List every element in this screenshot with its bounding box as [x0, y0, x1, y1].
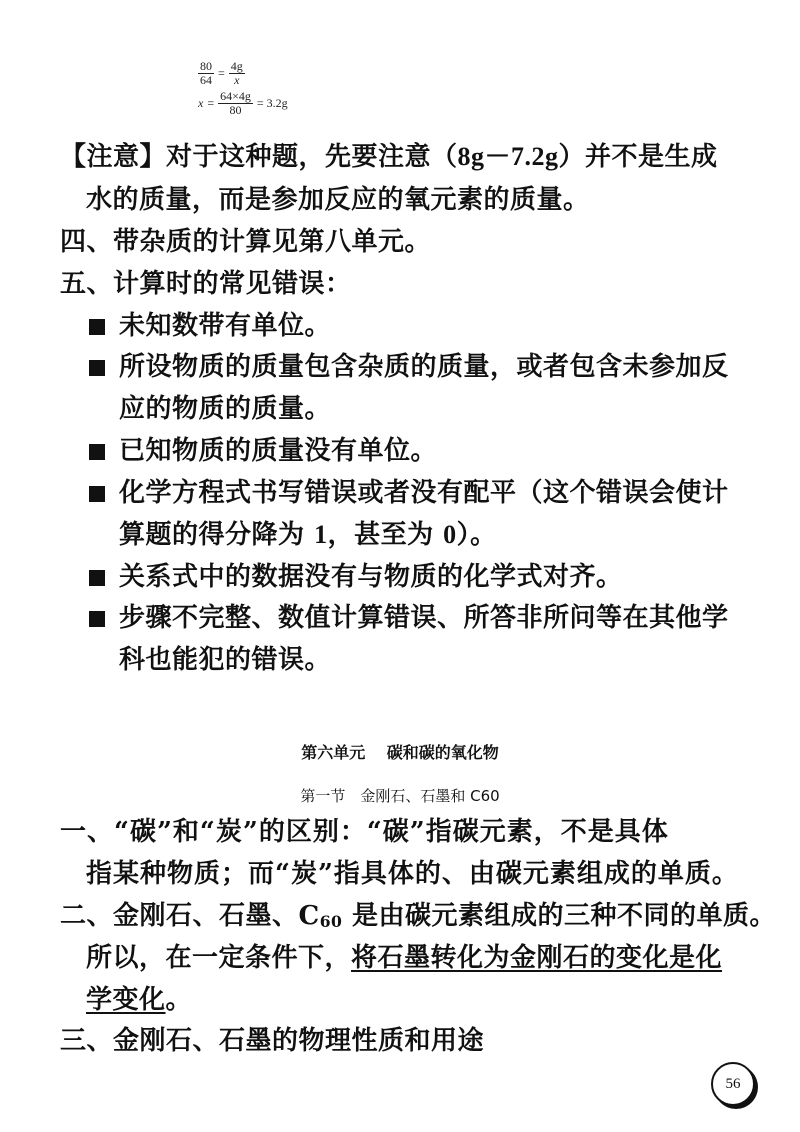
square-bullet-icon — [89, 570, 105, 586]
underlined-text: 学变化 — [86, 985, 166, 1015]
error-text: ，甚至为 — [327, 520, 444, 550]
formula-row-2 — [198, 88, 292, 118]
page-number-badge: 56 — [711, 1062, 755, 1106]
note-line-1 — [60, 140, 800, 174]
error-item — [89, 350, 800, 384]
section-5-heading: 五、计算时的常见错误： — [60, 269, 352, 299]
denominator: x — [234, 72, 240, 87]
error-item — [89, 601, 800, 635]
score-value: 1 — [314, 520, 328, 549]
paragraph-2-line-3 — [86, 983, 800, 1017]
note-line-2: 水的质量，而是参加反应的氧元素的质量。 — [86, 185, 590, 215]
variable: x — [198, 95, 204, 110]
formula-row-1 — [198, 58, 292, 88]
error-text: 已知物质的质量没有单位。 — [119, 436, 438, 466]
formula-block — [198, 58, 292, 118]
note-value: 8g－7.2g — [457, 142, 559, 171]
error-text: 关系式中的数据没有与物质的化学式对齐。 — [119, 562, 623, 592]
paragraph-text: 。 — [165, 985, 193, 1015]
numerator: 80 — [200, 58, 212, 73]
section-title: 第一节 金刚石、石墨和 C60 — [300, 787, 500, 805]
paragraph-1-line-2: 指某种物质；而“炭”指具体的、由碳元素组成的单质。 — [86, 859, 739, 889]
denominator: 64 — [200, 72, 212, 87]
paragraph-2-line-2 — [86, 941, 800, 975]
error-item — [89, 476, 800, 510]
square-bullet-icon — [89, 444, 105, 460]
error-text: 算题的得分降为 — [119, 520, 315, 550]
section-4-heading: 四、带杂质的计算见第八单元。 — [60, 227, 432, 257]
fraction — [198, 60, 214, 87]
paragraph-text: 所以，在一定条件下， — [86, 943, 352, 973]
paragraph-2-line-1 — [60, 899, 800, 939]
subscript: 60 — [319, 912, 343, 931]
unit-title: 第六单元 碳和碳的氧化物 — [301, 743, 499, 762]
error-text-continued — [119, 518, 800, 552]
numerator: 4g — [230, 58, 243, 73]
equals-sign: = — [218, 65, 225, 80]
error-text-continued: 应的物质的质量。 — [119, 394, 332, 424]
error-text: 步骤不完整、数值计算错误、所答非所问等在其他学 — [119, 603, 729, 633]
error-item — [89, 309, 800, 343]
square-bullet-icon — [89, 486, 105, 502]
square-bullet-icon — [89, 319, 105, 335]
error-text: 化学方程式书写错误或者没有配平（这个错误会使计 — [119, 478, 729, 508]
underlined-text: 将石墨转化为金刚石的变化是化 — [351, 943, 723, 973]
fraction — [229, 60, 245, 87]
paragraph-3-heading: 三、金刚石、石墨的物理性质和用途 — [60, 1026, 485, 1056]
square-bullet-icon — [89, 611, 105, 627]
error-item — [89, 560, 800, 594]
square-bullet-icon — [89, 360, 105, 376]
error-text: 所设物质的质量包含杂质的质量，或者包含未参加反 — [119, 352, 729, 382]
fraction — [218, 90, 253, 117]
denominator: 80 — [229, 102, 242, 117]
result: = 3.2g — [256, 95, 288, 110]
paragraph-1-line-1: 一、“碳”和“炭”的区别：“碳”指碳元素，不是具体 — [60, 817, 669, 847]
error-text-continued: 科也能犯的错误。 — [119, 645, 332, 675]
paragraph-text: 二、金刚石、石墨、C — [60, 901, 320, 931]
numerator: 64×4g — [220, 88, 251, 103]
note-text: 【注意】对于这种题，先要注意（ — [60, 142, 458, 172]
error-text: ）。 — [456, 520, 497, 550]
score-value: 0 — [443, 520, 457, 549]
error-item — [89, 434, 800, 468]
error-text: 未知数带有单位。 — [119, 311, 332, 341]
paragraph-text: 是由碳元素组成的三种不同的单质。 — [342, 901, 776, 931]
equals-sign: = — [207, 95, 215, 110]
note-text: ）并不是生成 — [558, 142, 718, 172]
